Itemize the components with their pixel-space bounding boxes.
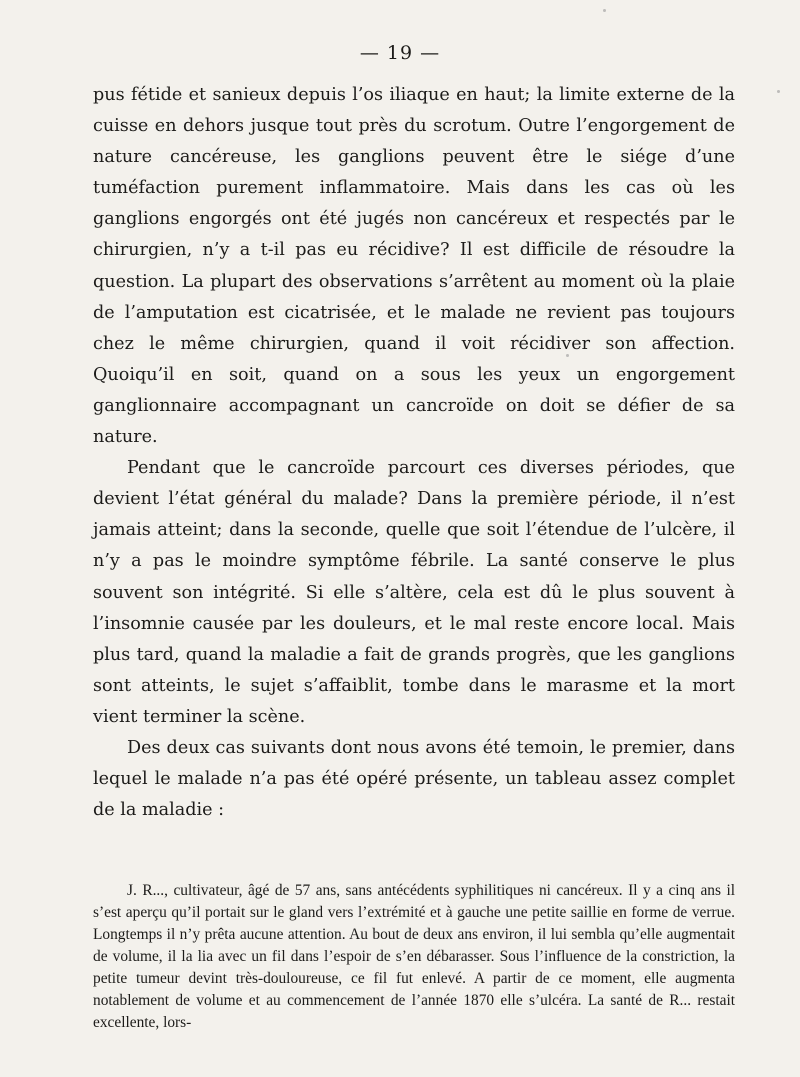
- paragraph-continuation: pus fétide et sanieux depuis l’os iliaque en haut; la limite externe de la cuisse en dehors jusque tout près du scrotum. Outre l’engorgement de nature cancéreuse, les ganglions peuvent être le siége d’une tuméfaction purement inflammatoire. Mais dans les cas où les ganglions engorgés ont été jugés non cancéreux et respectés par le chirurgien, n’y a t-il pas eu récidive? Il est difficile de résoudre la question. La plupart des observations s’arrêtent au moment où la plaie de l’amputation est cicatrisée, et le malade ne revient pas toujours chez le même chirurgien, quand il voit récidiver son affection. Quoiqu’il en soit, quand on a sous les yeux un engorgement ganglionnaire accompagnant un cancroïde on doit se défier de sa nature.: [93, 85, 735, 448]
- paragraph-general-state: Pendant que le cancroïde parcourt ces diverses périodes, que devient l’état général du malade? Dans la première période, il n’est jamais atteint; dans la seconde, quelle que soit l’étendue de l’ulcère, il n’y a pas le moindre symptôme fébrile. La santé conserve le plus souvent son intégrité. Si elle s’altère, cela est dû le plus souvent à l’insomnie causée par les douleurs, et le mal reste encore local. Mais plus tard, quand la maladie a fait de grands progrès, que les ganglions sont atteints, le sujet s’affaiblit, tombe dans le marasme et la mort vient terminer la scène.: [93, 458, 735, 727]
- main-text: [93, 80, 735, 826]
- paper-speck: [603, 9, 606, 12]
- paper-speck: [566, 354, 569, 357]
- paper-speck: [777, 90, 780, 93]
- page-number: — 19 —: [359, 42, 441, 64]
- paragraph-introduction-cases: Des deux cas suivants dont nous avons été temoin, le premier, dans lequel le malade n’a pas été opéré présente, un tableau assez complet de la maladie :: [93, 737, 735, 821]
- case-report-text: J. R..., cultivateur, âgé de 57 ans, sans antécédents syphilitiques ni cancéreux. Il y a cinq ans il s’est aperçu qu’il portait sur le gland vers l’extrémité et à gauche une petite saillie en forme de verrue. Longtemps il n’y prêta aucune attention. Au bout de deux ans environ, il lui sembla qu’elle augmentait de volume, il la lia avec un fil dans l’espoir de s’en débarasser. Sous l’influence de la constriction, la petite tumeur devint très-douloureuse, ce fil fut enlevé. A partir de ce moment, elle augmenta notablement de volume et au commencement de l’année 1870 elle s’ulcéra. La santé de R... restait excellente, lors-: [93, 882, 735, 1031]
- case-report: [93, 880, 735, 1034]
